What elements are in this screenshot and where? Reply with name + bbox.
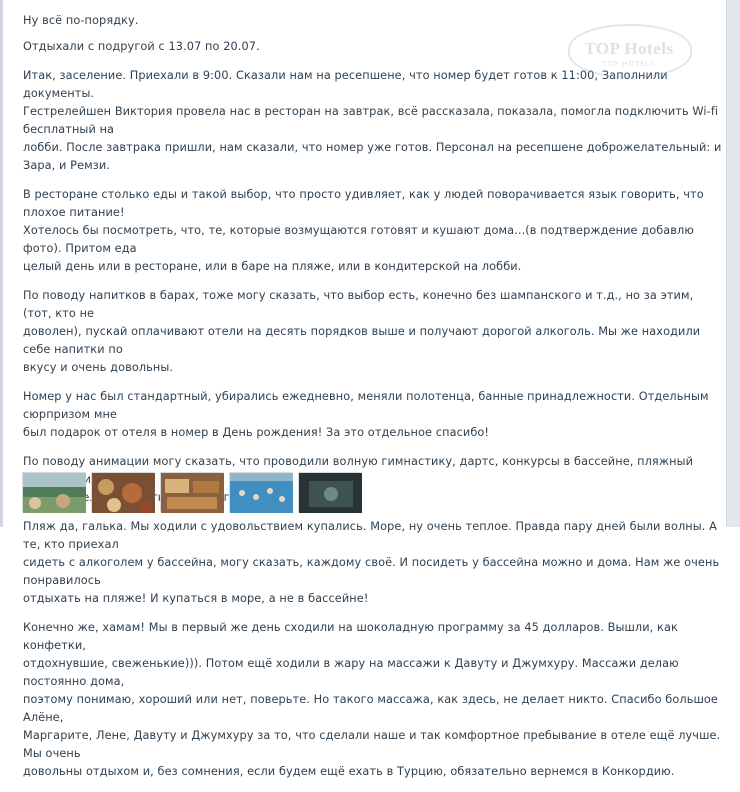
review-paragraph-9: Конечно же, хамам! Мы в первый же день сходили на шоколадную программу за 45 долларов. Вышли, как конфетки, отдохнувшие, свеженькие))). Потом ещё ходили в жару на массажи к Давуту и Джумхуру. Массажи делаю постоянно дома, поэтому понимаю, хороший или нет, поверьте. Но такого массажа, как здесь, не делает никто. Спасибо большое Алёне, Маргарите, Лене, Давуту и Джумхуру за то, что сделали наше и так комфортное пребывание в отеле ещё лучше. Мы очень довольны отдыхом и, без сомнения, если будем ещё ехать в Турцию, обязательно вернемся в Конкордию. [23,621,721,778]
photo-thumbnail-3[interactable] [160,472,223,512]
review-paragraph-3: Итак, заселение. Приехали в 9:00. Сказали нам на ресепшене, что номер будет готов к 11:00, Заполнили документы. Гестрелейшен Виктория провела нас в ресторан на завтрак, всё рассказала, показала, помогла подключить Wi-fi бесплатный на лобби. После завтрака пришли, нам сказали, что номер уже готов. Персонал на ресепшене доброжелательный: и Зара, и Ремзи. [23,69,722,172]
pool-photo-image [230,473,293,513]
watermark-subtitle: TOP HOTELS [601,60,657,68]
review-paragraph-1: Ну всё по-порядку. [23,14,139,27]
review-paragraph-5: По поводу напитков в барах, тоже могу сказать, что выбор есть, конечно без шампанского и т.д., но за этим, (тот, кто не доволен), пускай оплачивают отели на десять порядков выше и получают дорогой алкоголь. Мы же находили себе напитки по вкусу и очень довольны. [23,289,701,374]
review-paragraph-6: Номер у нас был стандартный, убирались ежедневно, меняли полотенца, банные принадлежности. Отдельным сюрпризом мне был подарок от отеля в номер в День рождения! За это отдельное спасибо! [23,390,709,439]
photo-thumbnail-4[interactable] [229,472,292,512]
buffet-photo-image [92,473,155,513]
tophotels-watermark [566,22,692,78]
review-paragraph-2: Отдыхали с подругой с 13.07 по 20.07. [23,40,260,53]
watermark-brand: TOP Hotels [584,39,674,58]
review-paragraph-7: По поводу анимации могу сказать, что проводили волную гимнастику, дартс, конкурсы в бассейне, пляжный и [23,455,694,486]
photo-thumbnail-2[interactable] [91,472,154,512]
left-border [0,0,3,527]
photo-thumbnail-5[interactable] [298,472,361,512]
scrollbar-track[interactable] [726,0,740,527]
review-body [23,12,723,792]
photo-thumbnail-1[interactable] [22,472,85,512]
beach-photo-image [23,473,86,513]
review-paragraph-8: Пляж да, галька. Мы ходили с удовольствием купались. Море, ну очень теплое. Правда пару дней были волны. А те, кто приехал сидеть с алкоголем у бассейна, могу сказать, каждому своё. И посидеть у бассейна можно и дома. Нам же очень понравилось отдыхать на пляже! И купаться в море, а не в бассейне! [23,520,720,605]
hamam-photo-image [299,473,362,513]
review-paragraph-4: В ресторане столько еды и такой выбор, что просто удивляет, как у людей поворачивается язык говорить, что плохое питание! Хотелось бы посмотреть, что, те, которые возмущаются готовят и кушают дома...(в подтверждение добавлю фото). Притом еда целый день или в ресторане, или в баре на пляже, или в кондитерской на лобби. [23,188,704,273]
food-photo-image [161,473,224,513]
